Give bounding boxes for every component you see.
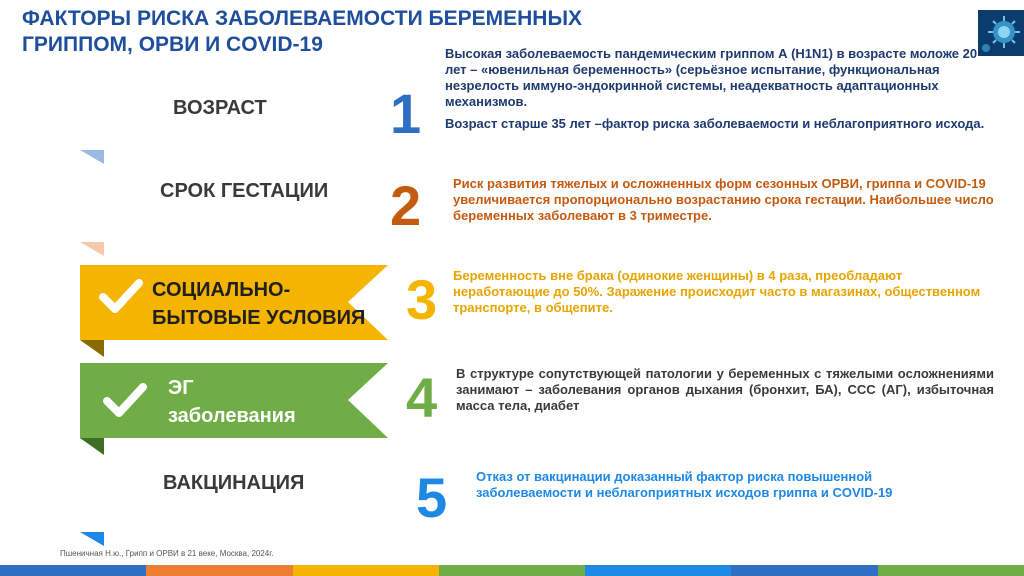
bottom-bar-segment-yellow bbox=[293, 565, 439, 576]
factor-number-2: 2 bbox=[390, 174, 422, 237]
factor-2-paragraph-1: Риск развития тяжелых и осложненных форм сезонных ОРВИ, гриппа и COVID-19 увеличивается пропорционально возрастанию срока гестации. Наибольшее число беременных заболевают в 3 триместре. bbox=[453, 176, 994, 223]
factor-label-age: ВОЗРАСТ bbox=[173, 97, 267, 119]
factor-text-2 bbox=[453, 176, 1013, 224]
bottom-bar-segment-blue-2 bbox=[731, 565, 877, 576]
factor-4-paragraph-1: В структуре сопутствующей патологии у беременных с тяжелыми осложнениями занимают – заболевания органов дыхания (бронхит, БА), ССС (АГ), избыточная масса тела, диабет bbox=[456, 366, 994, 413]
banner-eg-line1: ЭГ bbox=[168, 377, 194, 399]
banner-social-line2: БЫТОВЫЕ УСЛОВИЯ bbox=[152, 307, 366, 329]
factor-number-5: 5 bbox=[416, 466, 448, 529]
footer-citation: Пшеничная Н.ю., Грипп и ОРВИ в 21 веке, Москва, 2024г. bbox=[60, 549, 274, 558]
banner-social-label bbox=[152, 276, 365, 332]
factor-label-vaccination: ВАКЦИНАЦИЯ bbox=[163, 472, 305, 494]
marker-triangle-blue bbox=[80, 150, 104, 171]
banner-eg-label bbox=[168, 374, 296, 430]
bottom-bar-segment-blue bbox=[0, 565, 146, 576]
marker-triangle-orange bbox=[80, 242, 104, 263]
bottom-bar-segment-green bbox=[439, 565, 585, 576]
page-title: ФАКТОРЫ РИСКА ЗАБОЛЕВАЕМОСТИ БЕРЕМЕННЫХ ГРИППОМ, ОРВИ И COVID-19 bbox=[22, 7, 583, 56]
factor-number-4: 4 bbox=[406, 366, 438, 429]
checkmark-icon bbox=[102, 380, 148, 425]
bottom-bar-segment-orange bbox=[146, 565, 292, 576]
banner-eg-line2: заболевания bbox=[168, 405, 296, 427]
factor-3-paragraph-1: Беременность вне брака (одинокие женщины) в 4 раза, преобладают неработающие до 50%. Заражение происходит часто в магазинах, общественном транспорте, в общепите. bbox=[453, 268, 981, 315]
factor-text-1 bbox=[445, 46, 990, 132]
bottom-bar-segment-lightblue bbox=[585, 565, 731, 576]
bottom-bar-segment-green-2 bbox=[878, 565, 1024, 576]
checkmark-icon bbox=[98, 276, 144, 321]
factor-label-gestation: СРОК ГЕСТАЦИИ bbox=[160, 180, 329, 202]
factor-5-paragraph-1: Отказ от вакцинации доказанный фактор риска повышенной заболеваемости и неблагоприятных исходов гриппа и COVID-19 bbox=[476, 469, 893, 500]
bottom-color-bar bbox=[0, 565, 1024, 576]
factor-number-3: 3 bbox=[406, 268, 438, 331]
factor-text-4 bbox=[456, 366, 994, 414]
banner-social-line1: СОЦИАЛЬНО- bbox=[152, 279, 291, 301]
factor-1-paragraph-1: Высокая заболеваемость пандемическим гриппом А (H1N1) в возрасте моложе 20 лет – «ювенильная беременность» (серьёзное испытание, функциональная незрелость иммуно-эндокринной системы, неадекватность адаптационных механизмов. bbox=[445, 46, 978, 109]
factor-text-5 bbox=[476, 469, 946, 501]
factor-number-1: 1 bbox=[390, 82, 422, 145]
factor-1-paragraph-2: Возраст старше 35 лет –фактор риска заболеваемости и неблагоприятного исхода. bbox=[445, 116, 985, 131]
factor-text-3 bbox=[453, 268, 993, 316]
